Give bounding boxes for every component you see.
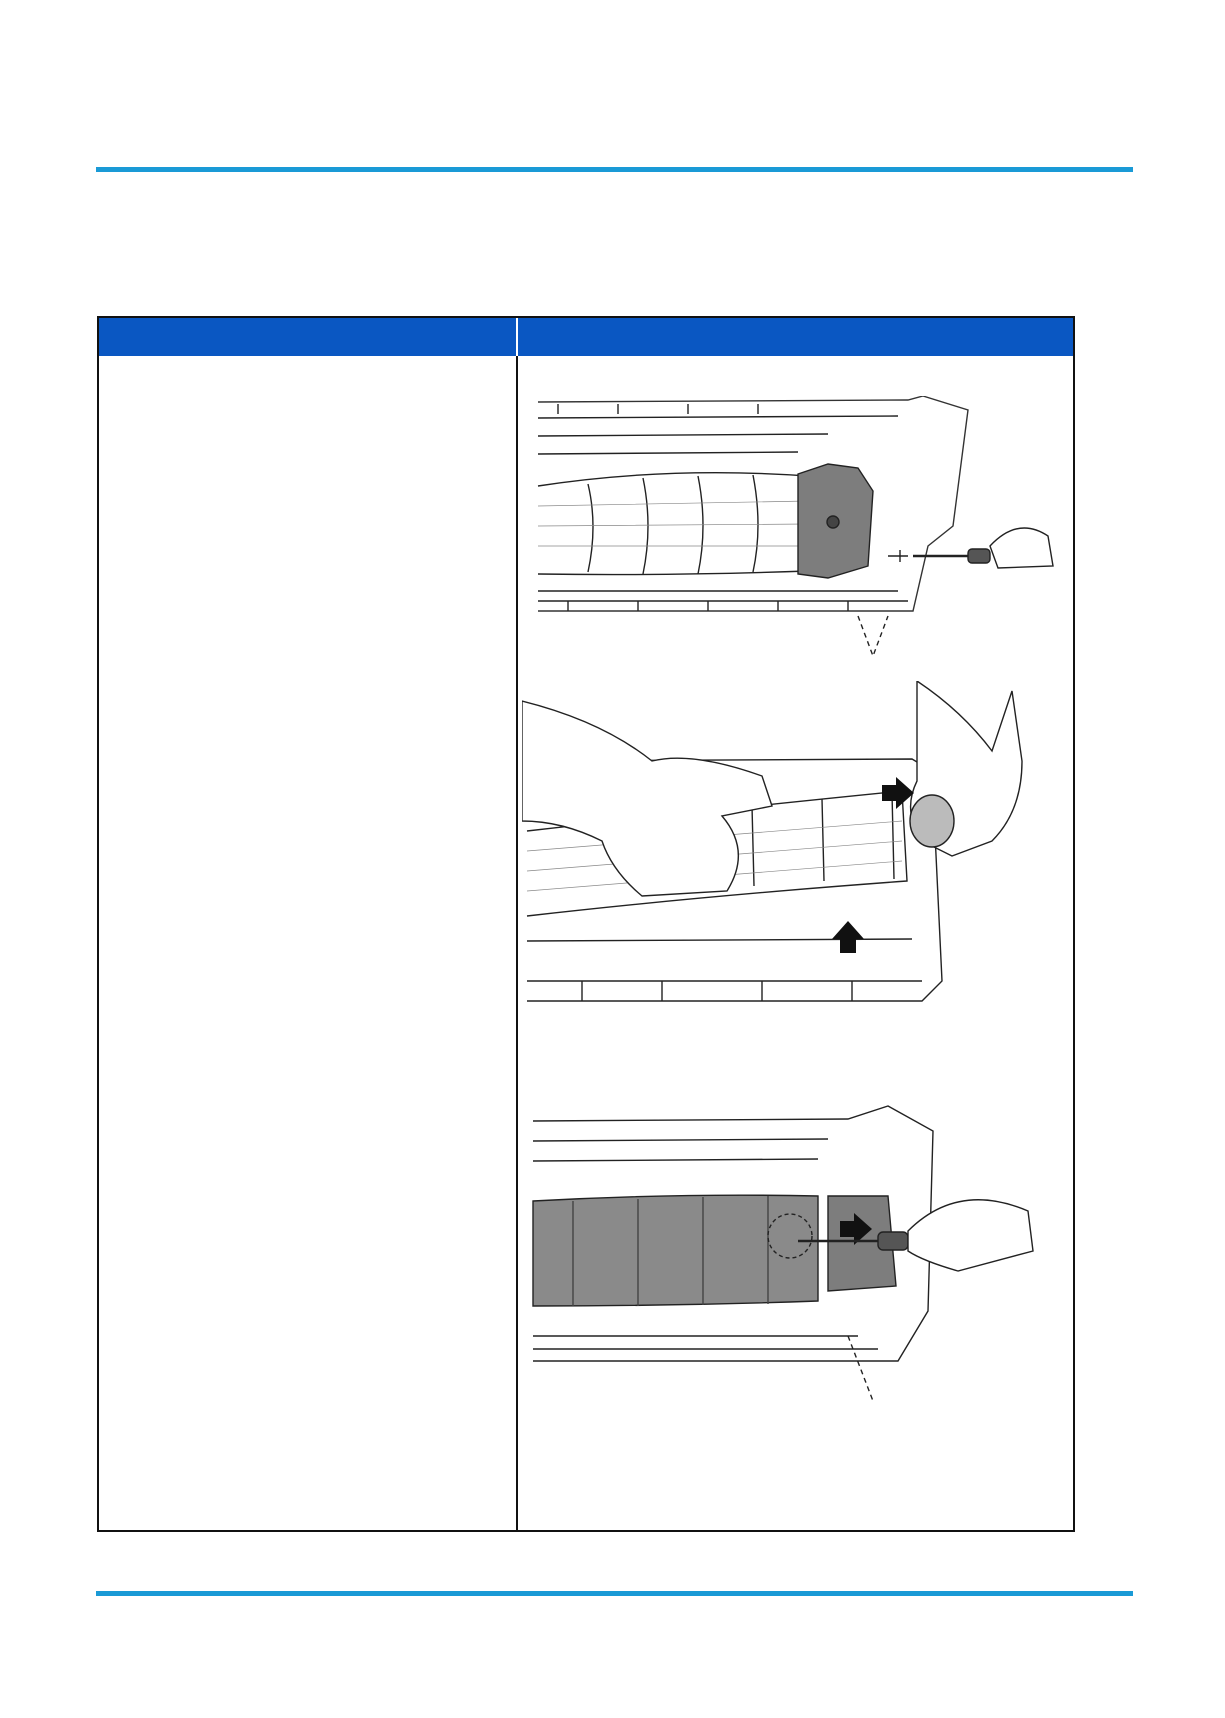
cross-flow-fan-illustration	[538, 473, 808, 575]
screw-icon	[888, 550, 908, 562]
callout-leader-line	[858, 616, 888, 656]
arrow-right-icon	[882, 777, 914, 809]
table-header-procedure	[99, 318, 516, 356]
motor-housing-illustration	[798, 464, 873, 578]
callout-leader-line-2	[848, 1336, 873, 1401]
footer-rule	[96, 1591, 1133, 1596]
fig-fan-motor-screw-removal	[528, 396, 1058, 666]
fig-fan-shaft-screw-release	[528, 1101, 1058, 1421]
fig-fan-wheel-removal	[522, 681, 1062, 1036]
illustration-cell	[518, 356, 1073, 1530]
arrow-up-icon	[832, 921, 864, 953]
screwdriver-icon	[913, 528, 1053, 568]
procedure-table	[97, 316, 1075, 1532]
indoor-unit-chassis-illustration	[538, 396, 968, 611]
right-hand-illustration	[910, 681, 1022, 856]
procedure-text-cell	[99, 356, 516, 1530]
table-header-illustration	[518, 318, 1073, 356]
header-rule	[96, 167, 1133, 172]
table-header-row	[99, 318, 1073, 356]
fan-wheel-shaded-illustration	[533, 1195, 818, 1306]
left-hand-illustration	[522, 701, 772, 896]
